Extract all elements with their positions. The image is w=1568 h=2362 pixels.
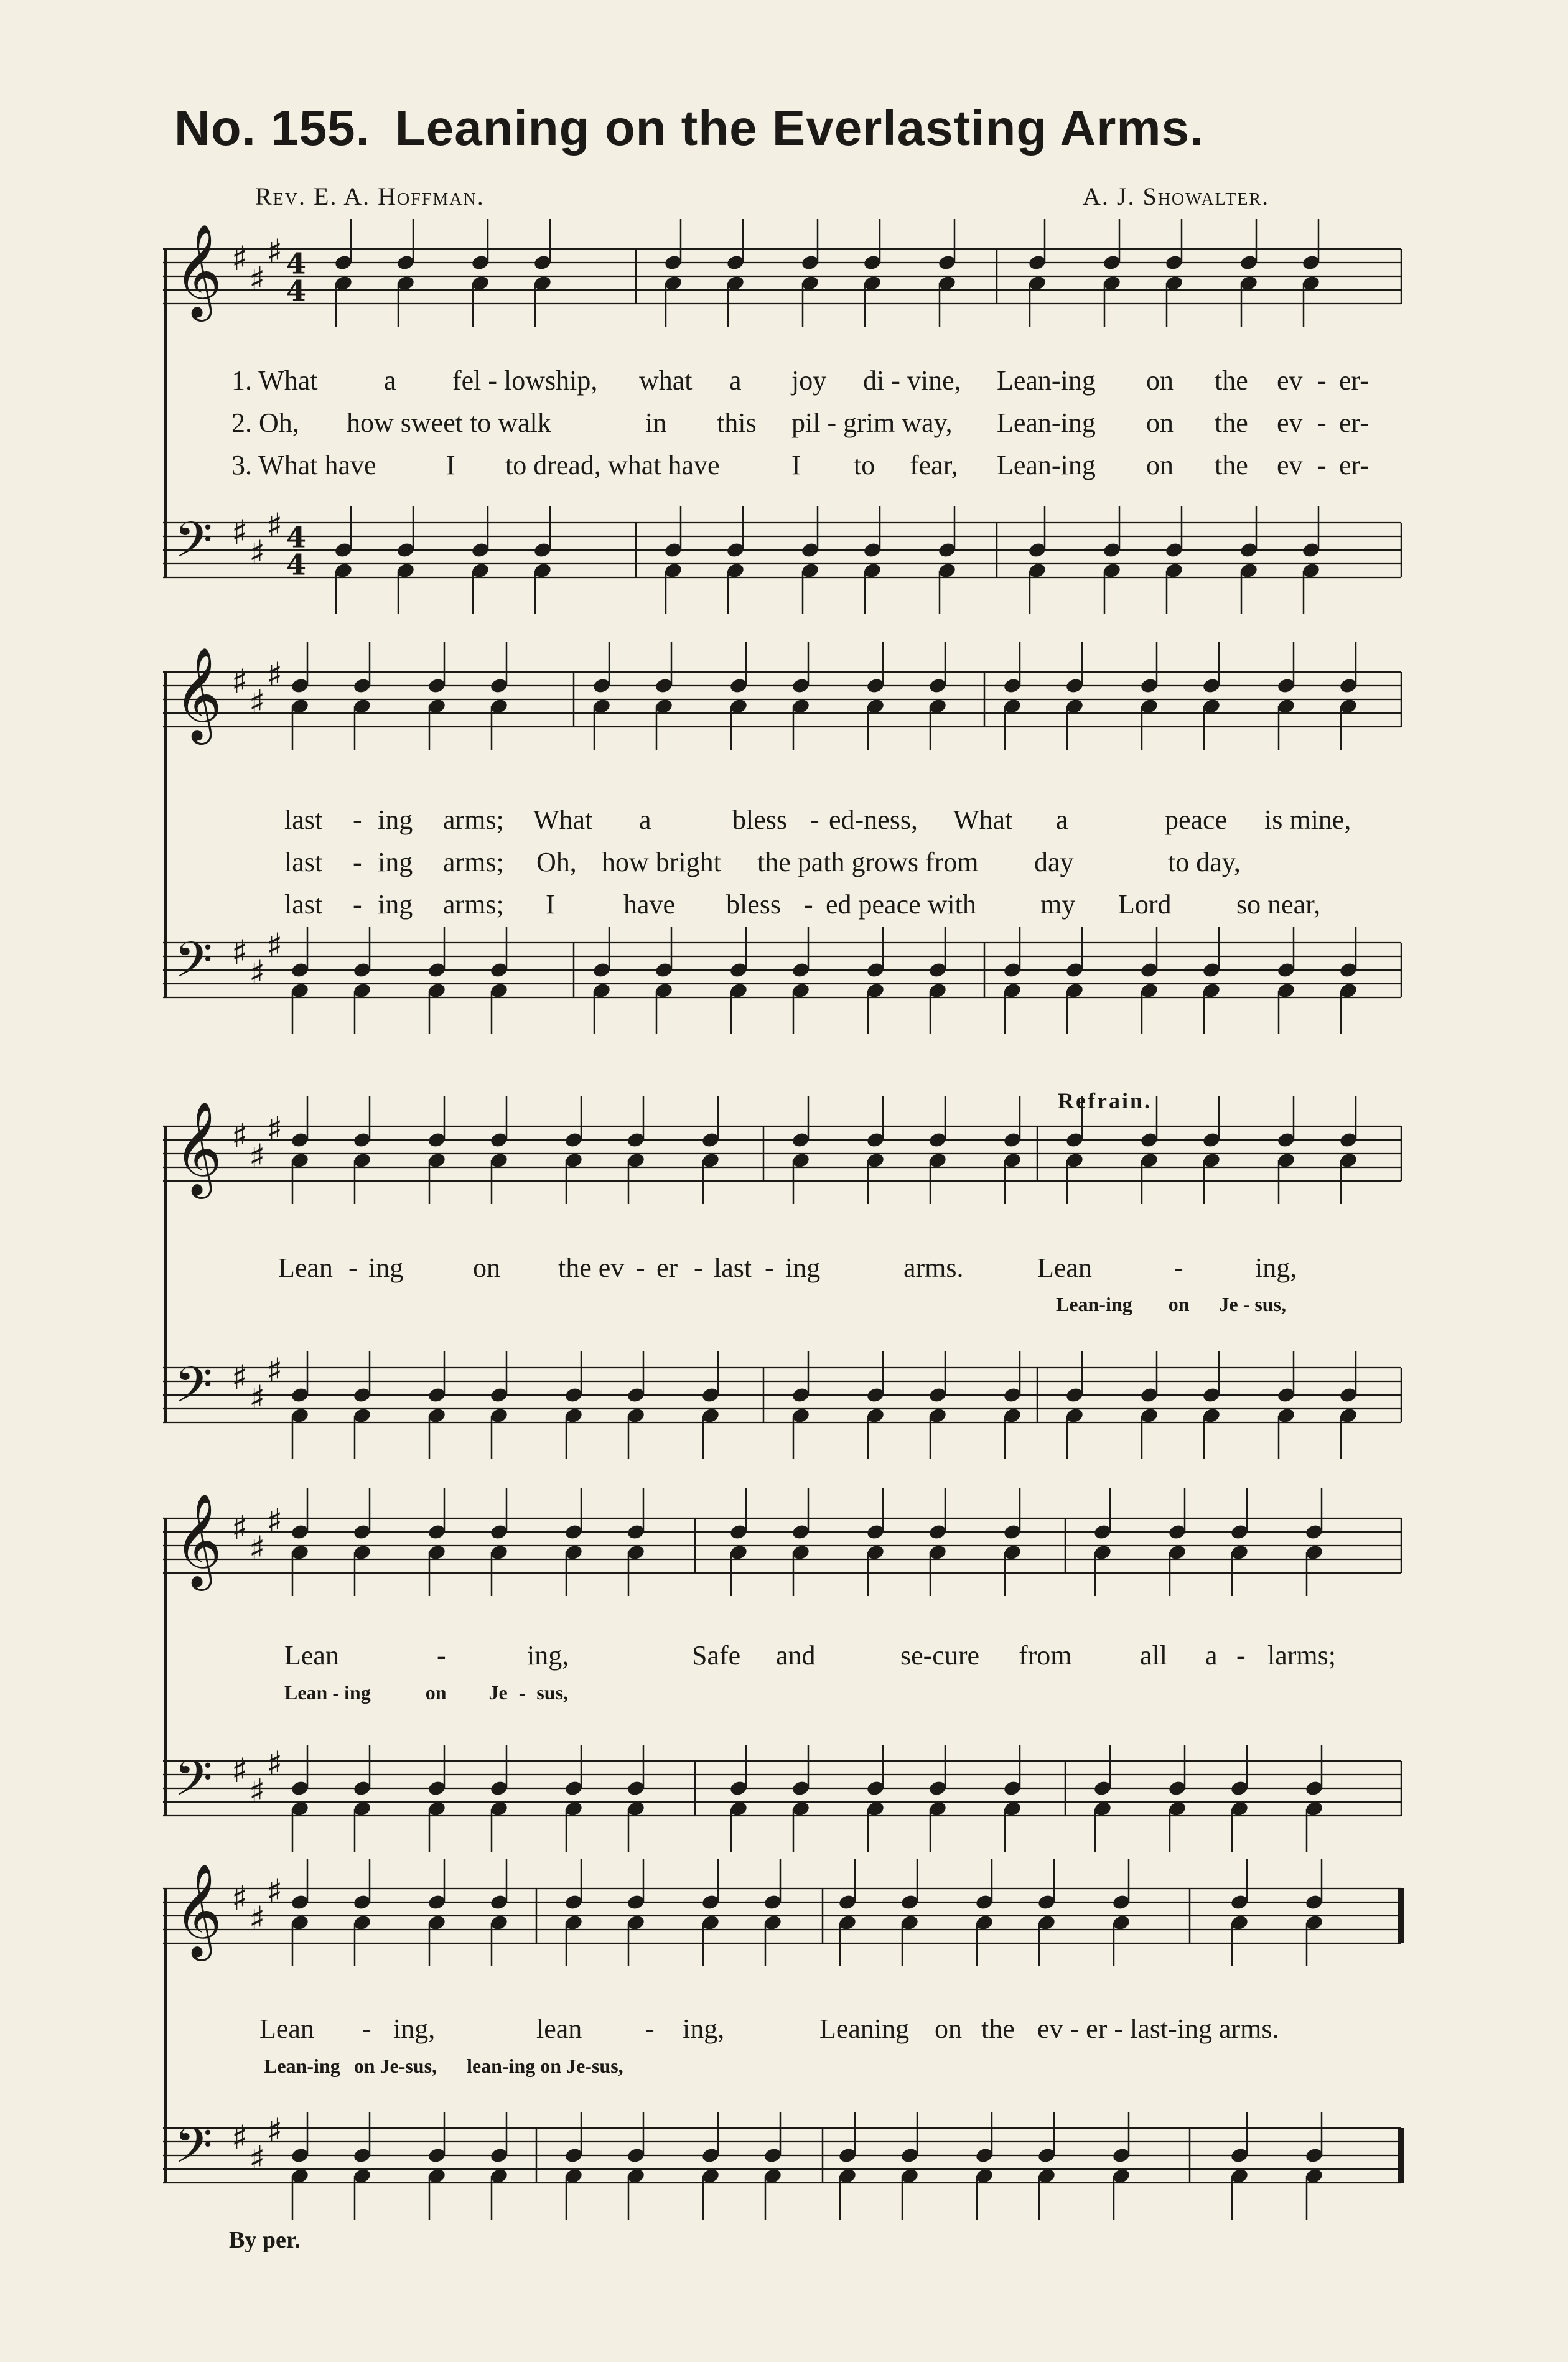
time-signature: 4: [286, 246, 307, 281]
lyric-word: a: [639, 805, 651, 835]
treble-clef-icon: 𝄞: [174, 223, 222, 318]
lyric-word: -: [353, 847, 362, 877]
lyric-word: Oh,: [536, 847, 577, 877]
lyric-word: a: [384, 365, 396, 396]
lyric-word: Lean: [284, 1640, 339, 1671]
lyric-word: ing,: [527, 1640, 569, 1671]
lyric-word: er-: [1339, 408, 1369, 438]
lyricist-credit: Rev. E. A. Hoffman.: [255, 182, 485, 210]
lyric-word: on: [1146, 450, 1174, 480]
sharp-icon: ♯: [231, 1116, 248, 1155]
lyric-word: to day,: [1168, 847, 1241, 877]
lyric-word: peace: [1165, 805, 1228, 835]
lyric-word: -: [810, 805, 819, 835]
lyric-word: the: [981, 2014, 1015, 2044]
bass-clef-icon: 𝄢: [174, 1749, 213, 1819]
lyric-word: fear,: [910, 450, 958, 480]
lyric-word: lean: [536, 2014, 582, 2044]
sharp-icon: ♯: [249, 953, 266, 992]
sharp-icon: ♯: [231, 239, 248, 278]
sub-lyric-word: on: [425, 1681, 447, 1704]
hymn-number: No. 155.: [174, 100, 370, 156]
lyric-word: -: [1236, 1640, 1246, 1671]
lyric-word: how bright: [602, 847, 721, 877]
lyric-word: on: [935, 2014, 962, 2044]
lyric-word: the path grows: [757, 847, 919, 877]
lyric-word: -: [1317, 450, 1327, 480]
lyric-word: ed peace with: [826, 889, 976, 920]
lyric-word: ing: [378, 847, 413, 877]
lyric-word: bless: [732, 805, 787, 835]
sharp-icon: ♯: [266, 506, 283, 545]
lyric-word: -: [765, 1253, 774, 1283]
sub-lyric-word: on Je-sus,: [353, 2055, 437, 2077]
lyric-word: to dread, what have: [505, 450, 720, 480]
sharp-icon: ♯: [231, 933, 248, 972]
sharp-icon: ♯: [266, 1109, 283, 1149]
bass-clef-icon: 𝄢: [174, 1356, 213, 1426]
sharp-icon: ♯: [249, 1378, 266, 1417]
lyric-word: from: [925, 847, 979, 877]
bass-clef-icon: 𝄢: [174, 2116, 213, 2187]
lyric-word: -: [437, 1640, 446, 1671]
lyric-word: I: [446, 450, 455, 480]
lyric-word: last: [284, 805, 323, 835]
sharp-icon: ♯: [249, 533, 266, 572]
lyric-word: pil - grim way,: [791, 408, 953, 438]
lyric-word: er-: [1339, 450, 1369, 480]
lyric-word: so near,: [1236, 889, 1321, 920]
lyric-word: last: [284, 847, 323, 877]
lyric-word: -: [353, 889, 362, 920]
lyric-word: and: [776, 1640, 816, 1671]
lyric-word: -: [645, 2014, 655, 2044]
lyric-word: -: [1317, 365, 1327, 396]
lyric-word: arms.: [903, 1253, 964, 1283]
treble-clef-icon: 𝄞: [174, 1862, 222, 1958]
lyric-word: Safe: [692, 1640, 741, 1671]
bass-echo-lyric: [284, 1681, 568, 1704]
sub-lyric-word: Lean-ing: [264, 2055, 340, 2077]
lyric-word: I: [546, 889, 555, 920]
lyric-word: the: [1215, 365, 1248, 396]
lyric-word: joy: [791, 365, 827, 396]
treble-clef-icon: 𝄞: [174, 1492, 222, 1587]
lyric-word: in: [645, 408, 667, 438]
lyric-word: Lean: [259, 2014, 314, 2044]
time-signature: 4: [286, 274, 307, 308]
treble-clef-icon: 𝄞: [174, 646, 222, 741]
lyric-word: ed-ness,: [829, 805, 918, 835]
music-system-1: [163, 223, 1404, 628]
lyric-word: -: [348, 1253, 358, 1283]
sharp-icon: ♯: [266, 1351, 283, 1390]
composer-credit: A. J. Showalter.: [1083, 182, 1270, 210]
lyric-word: what: [639, 365, 693, 396]
lyric-word: ing,: [683, 2014, 725, 2044]
time-signature: 4: [286, 520, 307, 554]
lyric-word: Lean-ing: [997, 408, 1096, 438]
music-system-5: [163, 1860, 1404, 2221]
lyric-word: my: [1040, 889, 1076, 920]
sharp-icon: ♯: [249, 1529, 266, 1568]
lyric-word: Lean: [1037, 1253, 1092, 1283]
lyric-word: arms;: [443, 805, 504, 835]
lyric-word: how sweet to walk: [347, 408, 551, 438]
sharp-icon: ♯: [249, 1137, 266, 1176]
lyric-word: day: [1034, 847, 1074, 877]
lyric-word: this: [717, 408, 757, 438]
sharp-icon: ♯: [249, 1899, 266, 1938]
lyric-word: ev: [1277, 365, 1303, 396]
lyric-word: all: [1140, 1640, 1167, 1671]
lyric-word: ing,: [1255, 1253, 1297, 1283]
lyric-word: -: [353, 805, 362, 835]
lyric-word: the: [1215, 450, 1248, 480]
sharp-icon: ♯: [249, 259, 266, 299]
hymn-name: Leaning on the Everlasting Arms.: [394, 100, 1205, 156]
sharp-icon: ♯: [231, 1508, 248, 1547]
lyric-word: -: [1317, 408, 1327, 438]
lyric-word: 1. What: [231, 365, 318, 396]
sub-lyric-word: Je - sus,: [1219, 1293, 1287, 1315]
music-system-2: [163, 647, 1404, 1045]
lyric-word: on: [473, 1253, 500, 1283]
lyric-word: from: [1019, 1640, 1072, 1671]
lyric-word: last: [714, 1253, 752, 1283]
sharp-icon: ♯: [266, 655, 283, 694]
lyric-word: larms;: [1267, 1640, 1336, 1671]
lyric-word: have: [623, 889, 676, 920]
sharp-icon: ♯: [266, 926, 283, 965]
lyric-word: -: [1174, 1253, 1183, 1283]
lyric-word: ing: [378, 805, 413, 835]
lyric-word: ev: [1277, 450, 1303, 480]
sharp-icon: ♯: [231, 662, 248, 701]
lyric-word: ev - er - last-ing arms.: [1037, 2014, 1279, 2044]
bass-clef-icon: 𝄢: [174, 931, 213, 1001]
sharp-icon: ♯: [231, 1358, 248, 1397]
sharp-icon: ♯: [231, 513, 248, 552]
lyric-word: the ev: [558, 1253, 625, 1283]
lyric-word: a: [1056, 805, 1068, 835]
lyric-word: -: [804, 889, 813, 920]
lyric-word: on: [1146, 365, 1174, 396]
bass-echo-lyric: [264, 2055, 623, 2078]
lyric-word: er: [656, 1253, 678, 1283]
lyric-word: Lean-ing: [997, 365, 1096, 396]
lyric-word: Lord: [1118, 889, 1172, 920]
lyric-word: a: [1205, 1640, 1218, 1671]
lyric-word: ev: [1277, 408, 1303, 438]
sharp-icon: ♯: [266, 1501, 283, 1541]
lyric-word: ing: [378, 889, 413, 920]
sub-lyric-word: sus,: [536, 1681, 569, 1704]
refrain-label: Refrain.: [1058, 1088, 1152, 1113]
treble-clef-icon: 𝄞: [174, 1100, 222, 1195]
hymn-title: [174, 100, 1204, 157]
sharp-icon: ♯: [266, 1744, 283, 1783]
sharp-icon: ♯: [266, 2111, 283, 2150]
sub-lyric-word: Je: [488, 1681, 508, 1704]
bass-clef-icon: 𝄢: [174, 511, 213, 581]
lyric-word: bless: [726, 889, 781, 920]
sharp-icon: ♯: [249, 683, 266, 722]
bass-echo-lyric: [1056, 1293, 1286, 1316]
sharp-icon: ♯: [231, 1879, 248, 1918]
lyric-word: on: [1146, 408, 1174, 438]
sub-lyric-word: Lean-ing: [1056, 1293, 1132, 1315]
sub-lyric-word: on: [1168, 1293, 1190, 1315]
lyric-word: fel - lowship,: [452, 365, 598, 396]
lyric-word: Lean: [278, 1253, 333, 1283]
sub-lyric-word: lean-ing on Je-sus,: [467, 2055, 623, 2077]
sub-lyric-word: -: [518, 1681, 526, 1704]
lyric-word: arms;: [443, 847, 504, 877]
sub-lyric-word: Lean - ing: [284, 1681, 371, 1704]
sharp-icon: ♯: [231, 1751, 248, 1790]
lyric-word: last: [284, 889, 323, 920]
sharp-icon: ♯: [231, 2118, 248, 2157]
lyric-word: er-: [1339, 365, 1369, 396]
permission-note: By per.: [229, 2227, 301, 2253]
lyric-word: a: [729, 365, 742, 396]
lyric-word: se-cure: [900, 1640, 980, 1671]
lyric-word: ing,: [393, 2014, 436, 2044]
lyric-word: 3. What have: [231, 450, 376, 480]
lyric-word: I: [791, 450, 801, 480]
sharp-icon: ♯: [266, 1872, 283, 1911]
time-signature: 4: [286, 548, 307, 582]
lyric-word: the: [1215, 408, 1248, 438]
lyric-word: -: [636, 1253, 645, 1283]
lyric-word: di - vine,: [863, 365, 961, 396]
lyric-word: -: [362, 2014, 371, 2044]
sharp-icon: ♯: [266, 232, 283, 271]
lyric-word: arms;: [443, 889, 504, 920]
lyric-word: Leaning: [819, 2014, 910, 2044]
lyric-word: to: [854, 450, 875, 480]
lyric-word: What: [533, 805, 593, 835]
lyric-word: Lean-ing: [997, 450, 1096, 480]
music-system-4: [163, 1487, 1404, 1854]
lyric-word: 2. Oh,: [231, 408, 299, 438]
lyric-word: ing: [368, 1253, 404, 1283]
sharp-icon: ♯: [249, 1771, 266, 1811]
lyric-word: What: [953, 805, 1013, 835]
lyric-word: -: [694, 1253, 703, 1283]
sharp-icon: ♯: [249, 2139, 266, 2178]
lyric-word: is mine,: [1264, 805, 1351, 835]
lyric-word: ing: [785, 1253, 821, 1283]
